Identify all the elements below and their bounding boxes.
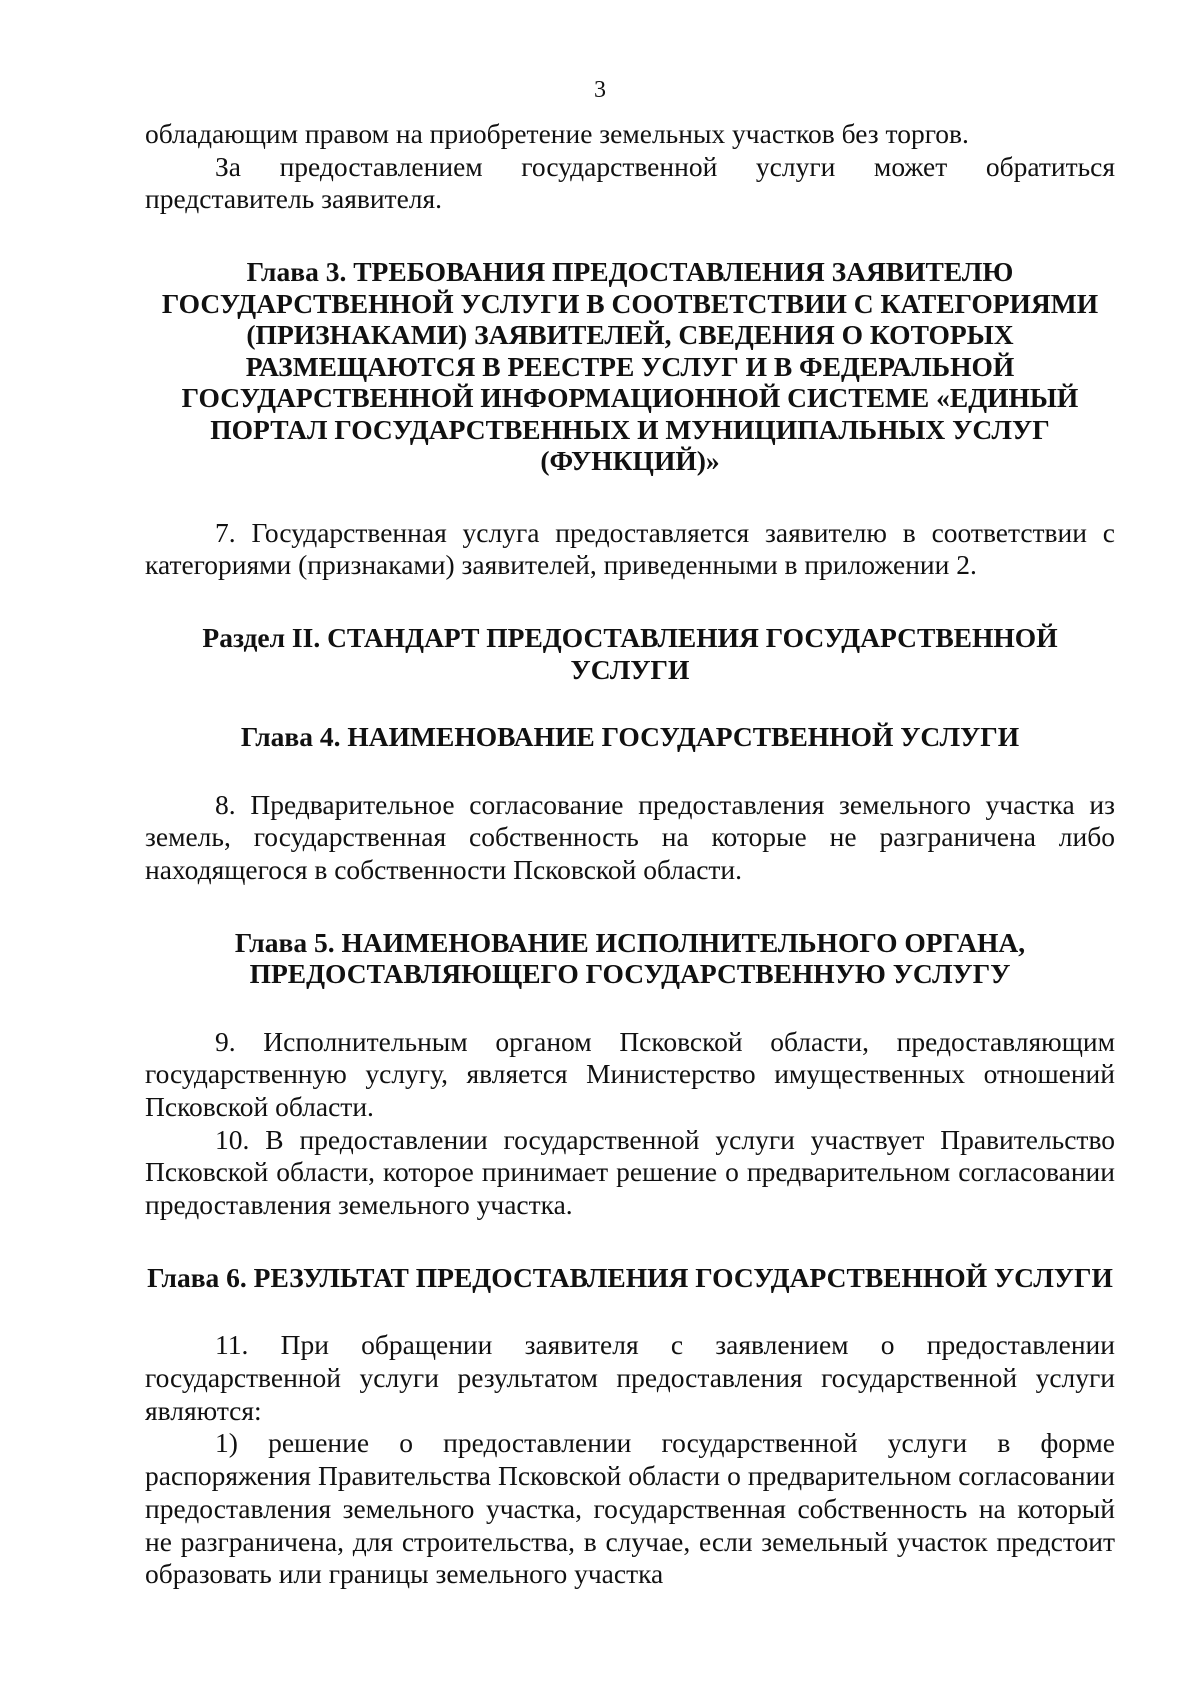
paragraph-7: 7. Государственная услуга предоставляется заявителю в соответствии с категориями (признаками) заявителей, приведенными в приложении 2. bbox=[145, 516, 1115, 581]
paragraph-10: 10. В предоставлении государственной услуги участвует Правительство Псковской области, которое принимает решение о предварительном согласовании предоставления земельного участка. bbox=[145, 1123, 1115, 1221]
heading-chapter-5: Глава 5. НАИМЕНОВАНИЕ ИСПОЛНИТЕЛЬНОГО ОРГАНА, ПРЕДОСТАВЛЯЮЩЕГО ГОСУДАРСТВЕННУЮ УСЛУГУ bbox=[234, 926, 1026, 990]
heading-chapter-4: Глава 4. НАИМЕНОВАНИЕ ГОСУДАРСТВЕННОЙ УСЛУГИ bbox=[240, 721, 1020, 753]
paragraph-11: 11. При обращении заявителя с заявлением о предоставлении государственной услуги результатом предоставления государственной услуги являются: bbox=[145, 1329, 1115, 1426]
heading-section-2: Раздел II. СТАНДАРТ ПРЕДОСТАВЛЕНИЯ ГОСУДАРСТВЕННОЙ УСЛУГИ bbox=[202, 622, 1058, 685]
paragraph-8: 8. Предварительное согласование предоставления земельного участка из земель, государственная собственность на которые не разграничена либо находящегося в собственности Псковской области. bbox=[145, 788, 1115, 885]
heading-chapter-3: Глава 3. ТРЕБОВАНИЯ ПРЕДОСТАВЛЕНИЯ ЗАЯВИТЕЛЮ ГОСУДАРСТВЕННОЙ УСЛУГИ В СООТВЕТСТВИИ С КАТЕГОРИЯМИ (ПРИЗНАКАМИ) ЗАЯВИТЕЛЕЙ, СВЕДЕНИЯ О КОТОРЫХ РАЗМЕЩАЮТСЯ В РЕЕСТРЕ УСЛУГ И В ФЕДЕРАЛЬНОЙ ГОСУДАРСТВЕННОЙ ИНФОРМАЦИОННОЙ СИСТЕМЕ «ЕДИНЫЙ ПОРТАЛ ГОСУДАРСТВЕННЫХ И МУНИЦИПАЛЬНЫХ УСЛУГ (ФУНКЦИЙ)» bbox=[161, 256, 1099, 477]
heading-chapter-6: Глава 6. РЕЗУЛЬТАТ ПРЕДОСТАВЛЕНИЯ ГОСУДАРСТВЕННОЙ УСЛУГИ bbox=[147, 1261, 1113, 1293]
paragraph-11-item-1: 1) решение о предоставлении государственной услуги в форме распоряжения Правительства Псковской области о предварительном согласовании предоставления земельного участка, государственная собственность на который не разграничена, для строительства, в случае, если земельный участок предстоит образовать или границы земельного участка bbox=[145, 1427, 1115, 1590]
paragraph-9: 9. Исполнительным органом Псковской области, предоставляющим государственную услугу, является Министерство имущественных отношений Псковской области. bbox=[145, 1025, 1115, 1123]
paragraph-continuation: обладающим правом на приобретение земельных участков без торгов. bbox=[145, 118, 969, 149]
document-body bbox=[145, 118, 1115, 1591]
page-number: 3 bbox=[594, 77, 606, 103]
paragraph-representative: За предоставлением государственной услуги может обратиться представитель заявителя. bbox=[145, 150, 1115, 215]
